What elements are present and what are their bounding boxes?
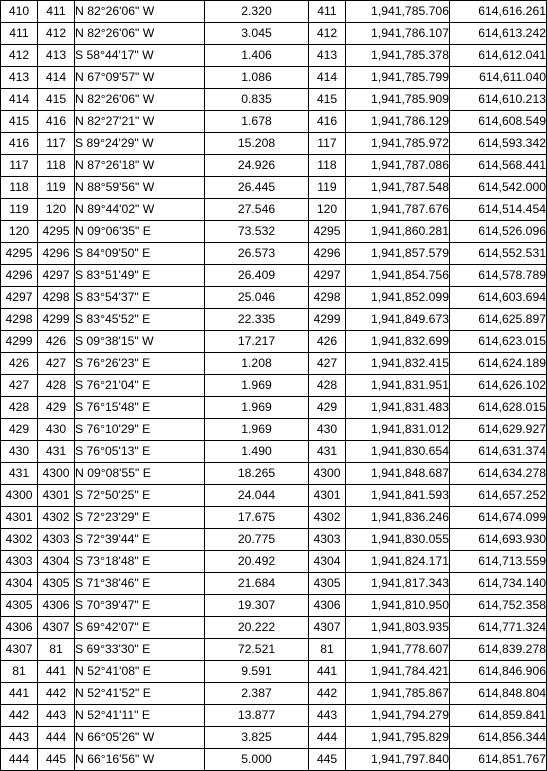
table-row (1, 507, 547, 529)
northing-cell: 1,941,830.654 (346, 441, 450, 463)
table-row (1, 441, 547, 463)
easting-cell: 614,568.441 (450, 155, 547, 177)
distance-cell: 24.044 (205, 485, 309, 507)
easting-cell: 614,628.015 (450, 397, 547, 419)
to-station-cell: 81 (38, 639, 75, 661)
to-station-cell: 414 (38, 67, 75, 89)
distance-cell: 1.969 (205, 397, 309, 419)
distance-cell: 1.678 (205, 111, 309, 133)
point-cell: 414 (309, 67, 346, 89)
distance-cell: 13.877 (205, 705, 309, 727)
northing-cell: 1,941,778.607 (346, 639, 450, 661)
table-row (1, 221, 547, 243)
point-cell: 411 (309, 1, 346, 23)
point-cell: 4300 (309, 463, 346, 485)
easting-cell: 614,612.041 (450, 45, 547, 67)
table-row (1, 177, 547, 199)
table-row (1, 1, 547, 23)
from-station-cell: 413 (1, 67, 38, 89)
from-station-cell: 416 (1, 133, 38, 155)
point-cell: 4307 (309, 617, 346, 639)
northing-cell: 1,941,786.129 (346, 111, 450, 133)
table-row (1, 573, 547, 595)
table-row (1, 727, 547, 749)
point-cell: 445 (309, 749, 346, 771)
from-station-cell: 120 (1, 221, 38, 243)
easting-cell: 614,526.096 (450, 221, 547, 243)
point-cell: 415 (309, 89, 346, 111)
northing-cell: 1,941,794.279 (346, 705, 450, 727)
table-row (1, 705, 547, 727)
from-station-cell: 4299 (1, 331, 38, 353)
from-station-cell: 4295 (1, 243, 38, 265)
easting-cell: 614,674.099 (450, 507, 547, 529)
to-station-cell: 416 (38, 111, 75, 133)
distance-cell: 18.265 (205, 463, 309, 485)
to-station-cell: 430 (38, 419, 75, 441)
point-cell: 412 (309, 23, 346, 45)
distance-cell: 24.926 (205, 155, 309, 177)
bearing-cell: S 76°15'48" E (75, 397, 205, 419)
table-row (1, 529, 547, 551)
to-station-cell: 411 (38, 1, 75, 23)
table-row (1, 463, 547, 485)
bearing-cell: S 84°09'50" E (75, 243, 205, 265)
table-row (1, 353, 547, 375)
table-row (1, 749, 547, 771)
bearing-cell: S 70°39'47" E (75, 595, 205, 617)
to-station-cell: 118 (38, 155, 75, 177)
bearing-cell: N 82°26'06" W (75, 23, 205, 45)
to-station-cell: 427 (38, 353, 75, 375)
from-station-cell: 4303 (1, 551, 38, 573)
from-station-cell: 444 (1, 749, 38, 771)
table-row (1, 199, 547, 221)
bearing-cell: N 52°41'52" E (75, 683, 205, 705)
easting-cell: 614,616.261 (450, 1, 547, 23)
to-station-cell: 117 (38, 133, 75, 155)
to-station-cell: 426 (38, 331, 75, 353)
point-cell: 118 (309, 155, 346, 177)
to-station-cell: 443 (38, 705, 75, 727)
to-station-cell: 412 (38, 23, 75, 45)
easting-cell: 614,611.040 (450, 67, 547, 89)
northing-cell: 1,941,831.483 (346, 397, 450, 419)
bearing-cell: S 69°33'30" E (75, 639, 205, 661)
from-station-cell: 4305 (1, 595, 38, 617)
distance-cell: 26.445 (205, 177, 309, 199)
from-station-cell: 4306 (1, 617, 38, 639)
distance-cell: 9.591 (205, 661, 309, 683)
point-cell: 4298 (309, 287, 346, 309)
easting-cell: 614,514.454 (450, 199, 547, 221)
from-station-cell: 4304 (1, 573, 38, 595)
from-station-cell: 4296 (1, 265, 38, 287)
to-station-cell: 431 (38, 441, 75, 463)
point-cell: 431 (309, 441, 346, 463)
bearing-cell: N 66°16'56" W (75, 749, 205, 771)
northing-cell: 1,941,824.171 (346, 551, 450, 573)
easting-cell: 614,578.789 (450, 265, 547, 287)
point-cell: 4303 (309, 529, 346, 551)
point-cell: 416 (309, 111, 346, 133)
to-station-cell: 120 (38, 199, 75, 221)
table-row (1, 595, 547, 617)
table-body (1, 1, 547, 771)
from-station-cell: 443 (1, 727, 38, 749)
distance-cell: 1.969 (205, 419, 309, 441)
distance-cell: 73.532 (205, 221, 309, 243)
northing-cell: 1,941,786.107 (346, 23, 450, 45)
distance-cell: 27.546 (205, 199, 309, 221)
from-station-cell: 428 (1, 397, 38, 419)
easting-cell: 614,634.278 (450, 463, 547, 485)
from-station-cell: 4301 (1, 507, 38, 529)
point-cell: 428 (309, 375, 346, 397)
northing-cell: 1,941,831.951 (346, 375, 450, 397)
from-station-cell: 427 (1, 375, 38, 397)
point-cell: 4304 (309, 551, 346, 573)
easting-cell: 614,771.324 (450, 617, 547, 639)
northing-cell: 1,941,784.421 (346, 661, 450, 683)
from-station-cell: 81 (1, 661, 38, 683)
table-row (1, 133, 547, 155)
from-station-cell: 431 (1, 463, 38, 485)
to-station-cell: 119 (38, 177, 75, 199)
distance-cell: 25.046 (205, 287, 309, 309)
northing-cell: 1,941,797.840 (346, 749, 450, 771)
from-station-cell: 411 (1, 23, 38, 45)
easting-cell: 614,848.804 (450, 683, 547, 705)
northing-cell: 1,941,785.378 (346, 45, 450, 67)
table-row (1, 23, 547, 45)
table-row (1, 661, 547, 683)
table-row (1, 485, 547, 507)
from-station-cell: 414 (1, 89, 38, 111)
to-station-cell: 4305 (38, 573, 75, 595)
northing-cell: 1,941,785.867 (346, 683, 450, 705)
from-station-cell: 429 (1, 419, 38, 441)
table-row (1, 419, 547, 441)
distance-cell: 3.045 (205, 23, 309, 45)
to-station-cell: 4307 (38, 617, 75, 639)
to-station-cell: 445 (38, 749, 75, 771)
easting-cell: 614,631.374 (450, 441, 547, 463)
bearing-cell: N 67°09'57" W (75, 67, 205, 89)
distance-cell: 22.335 (205, 309, 309, 331)
bearing-cell: S 76°21'04" E (75, 375, 205, 397)
easting-cell: 614,626.102 (450, 375, 547, 397)
bearing-cell: S 72°39'44" E (75, 529, 205, 551)
northing-cell: 1,941,854.756 (346, 265, 450, 287)
point-cell: 443 (309, 705, 346, 727)
distance-cell: 1.969 (205, 375, 309, 397)
distance-cell: 2.320 (205, 1, 309, 23)
from-station-cell: 4302 (1, 529, 38, 551)
to-station-cell: 4298 (38, 287, 75, 309)
northing-cell: 1,941,832.699 (346, 331, 450, 353)
table-row (1, 639, 547, 661)
easting-cell: 614,593.342 (450, 133, 547, 155)
bearing-cell: S 83°51'49" E (75, 265, 205, 287)
distance-cell: 17.675 (205, 507, 309, 529)
point-cell: 4297 (309, 265, 346, 287)
table-row (1, 45, 547, 67)
bearing-cell: S 58°44'17" W (75, 45, 205, 67)
northing-cell: 1,941,810.950 (346, 595, 450, 617)
point-cell: 444 (309, 727, 346, 749)
bearing-cell: N 82°26'06" W (75, 1, 205, 23)
bearing-cell: S 72°23'29" E (75, 507, 205, 529)
northing-cell: 1,941,803.935 (346, 617, 450, 639)
bearing-cell: S 89°24'29" W (75, 133, 205, 155)
point-cell: 81 (309, 639, 346, 661)
point-cell: 429 (309, 397, 346, 419)
distance-cell: 19.307 (205, 595, 309, 617)
easting-cell: 614,610.213 (450, 89, 547, 111)
bearing-cell: S 69°42'07" E (75, 617, 205, 639)
easting-cell: 614,846.906 (450, 661, 547, 683)
distance-cell: 3.825 (205, 727, 309, 749)
bearing-cell: S 76°26'23" E (75, 353, 205, 375)
from-station-cell: 4300 (1, 485, 38, 507)
bearing-cell: S 76°10'29" E (75, 419, 205, 441)
table-row (1, 551, 547, 573)
to-station-cell: 4301 (38, 485, 75, 507)
table-row (1, 683, 547, 705)
table-row (1, 67, 547, 89)
distance-cell: 1.490 (205, 441, 309, 463)
easting-cell: 614,552.531 (450, 243, 547, 265)
northing-cell: 1,941,785.799 (346, 67, 450, 89)
table-row (1, 89, 547, 111)
table-row (1, 243, 547, 265)
northing-cell: 1,941,860.281 (346, 221, 450, 243)
table-row (1, 375, 547, 397)
from-station-cell: 117 (1, 155, 38, 177)
point-cell: 4296 (309, 243, 346, 265)
table-row (1, 155, 547, 177)
from-station-cell: 426 (1, 353, 38, 375)
from-station-cell: 442 (1, 705, 38, 727)
easting-cell: 614,839.278 (450, 639, 547, 661)
bearing-cell: S 71°38'46" E (75, 573, 205, 595)
point-cell: 442 (309, 683, 346, 705)
bearing-cell: N 09°06'35" E (75, 221, 205, 243)
northing-cell: 1,941,787.676 (346, 199, 450, 221)
northing-cell: 1,941,787.548 (346, 177, 450, 199)
bearing-cell: N 82°27'21" W (75, 111, 205, 133)
bearing-cell: N 88°59'56" W (75, 177, 205, 199)
easting-cell: 614,603.694 (450, 287, 547, 309)
bearing-cell: N 87°26'18" W (75, 155, 205, 177)
table-row (1, 397, 547, 419)
distance-cell: 26.573 (205, 243, 309, 265)
from-station-cell: 412 (1, 45, 38, 67)
table-row (1, 265, 547, 287)
to-station-cell: 441 (38, 661, 75, 683)
northing-cell: 1,941,795.829 (346, 727, 450, 749)
from-station-cell: 119 (1, 199, 38, 221)
distance-cell: 1.208 (205, 353, 309, 375)
from-station-cell: 430 (1, 441, 38, 463)
distance-cell: 1.086 (205, 67, 309, 89)
northing-cell: 1,941,848.687 (346, 463, 450, 485)
distance-cell: 0.835 (205, 89, 309, 111)
distance-cell: 20.775 (205, 529, 309, 551)
northing-cell: 1,941,849.673 (346, 309, 450, 331)
easting-cell: 614,693.930 (450, 529, 547, 551)
distance-cell: 26.409 (205, 265, 309, 287)
northing-cell: 1,941,785.972 (346, 133, 450, 155)
table-row (1, 617, 547, 639)
distance-cell: 5.000 (205, 749, 309, 771)
easting-cell: 614,859.841 (450, 705, 547, 727)
point-cell: 430 (309, 419, 346, 441)
easting-cell: 614,608.549 (450, 111, 547, 133)
easting-cell: 614,625.897 (450, 309, 547, 331)
to-station-cell: 4297 (38, 265, 75, 287)
bearing-cell: N 66°05'26" W (75, 727, 205, 749)
northing-cell: 1,941,785.909 (346, 89, 450, 111)
northing-cell: 1,941,831.012 (346, 419, 450, 441)
to-station-cell: 4299 (38, 309, 75, 331)
easting-cell: 614,856.344 (450, 727, 547, 749)
northing-cell: 1,941,832.415 (346, 353, 450, 375)
easting-cell: 614,623.015 (450, 331, 547, 353)
bearing-cell: S 09°38'15" W (75, 331, 205, 353)
point-cell: 4295 (309, 221, 346, 243)
to-station-cell: 428 (38, 375, 75, 397)
point-cell: 4299 (309, 309, 346, 331)
to-station-cell: 4300 (38, 463, 75, 485)
from-station-cell: 415 (1, 111, 38, 133)
easting-cell: 614,542.000 (450, 177, 547, 199)
bearing-cell: N 82°26'06" W (75, 89, 205, 111)
northing-cell: 1,941,830.055 (346, 529, 450, 551)
easting-cell: 614,629.927 (450, 419, 547, 441)
from-station-cell: 4298 (1, 309, 38, 331)
to-station-cell: 429 (38, 397, 75, 419)
easting-cell: 614,713.559 (450, 551, 547, 573)
distance-cell: 72.521 (205, 639, 309, 661)
point-cell: 4305 (309, 573, 346, 595)
point-cell: 413 (309, 45, 346, 67)
point-cell: 119 (309, 177, 346, 199)
to-station-cell: 4302 (38, 507, 75, 529)
table-row (1, 309, 547, 331)
distance-cell: 1.406 (205, 45, 309, 67)
point-cell: 4306 (309, 595, 346, 617)
northing-cell: 1,941,787.086 (346, 155, 450, 177)
bearing-cell: N 09°08'55" E (75, 463, 205, 485)
bearing-cell: S 76°05'13" E (75, 441, 205, 463)
bearing-cell: N 52°41'08" E (75, 661, 205, 683)
northing-cell: 1,941,857.579 (346, 243, 450, 265)
from-station-cell: 441 (1, 683, 38, 705)
distance-cell: 21.684 (205, 573, 309, 595)
northing-cell: 1,941,852.099 (346, 287, 450, 309)
to-station-cell: 4296 (38, 243, 75, 265)
distance-cell: 20.222 (205, 617, 309, 639)
point-cell: 441 (309, 661, 346, 683)
bearing-cell: S 83°45'52" E (75, 309, 205, 331)
table-row (1, 331, 547, 353)
easting-cell: 614,624.189 (450, 353, 547, 375)
to-station-cell: 4295 (38, 221, 75, 243)
point-cell: 117 (309, 133, 346, 155)
to-station-cell: 442 (38, 683, 75, 705)
easting-cell: 614,851.767 (450, 749, 547, 771)
northing-cell: 1,941,836.246 (346, 507, 450, 529)
northing-cell: 1,941,785.706 (346, 1, 450, 23)
point-cell: 427 (309, 353, 346, 375)
bearing-cell: N 89°44'02" W (75, 199, 205, 221)
distance-cell: 15.208 (205, 133, 309, 155)
point-cell: 120 (309, 199, 346, 221)
table-row (1, 287, 547, 309)
bearing-cell: S 72°50'25" E (75, 485, 205, 507)
point-cell: 426 (309, 331, 346, 353)
distance-cell: 17.217 (205, 331, 309, 353)
easting-cell: 614,734.140 (450, 573, 547, 595)
from-station-cell: 4307 (1, 639, 38, 661)
from-station-cell: 118 (1, 177, 38, 199)
to-station-cell: 415 (38, 89, 75, 111)
northing-cell: 1,941,817.343 (346, 573, 450, 595)
to-station-cell: 413 (38, 45, 75, 67)
to-station-cell: 4304 (38, 551, 75, 573)
bearing-cell: S 73°18'48" E (75, 551, 205, 573)
easting-cell: 614,613.242 (450, 23, 547, 45)
distance-cell: 2.387 (205, 683, 309, 705)
northing-cell: 1,941,841.593 (346, 485, 450, 507)
to-station-cell: 4303 (38, 529, 75, 551)
from-station-cell: 410 (1, 1, 38, 23)
to-station-cell: 4306 (38, 595, 75, 617)
easting-cell: 614,752.358 (450, 595, 547, 617)
bearing-cell: S 83°54'37" E (75, 287, 205, 309)
distance-cell: 20.492 (205, 551, 309, 573)
from-station-cell: 4297 (1, 287, 38, 309)
bearing-cell: N 52°41'11" E (75, 705, 205, 727)
easting-cell: 614,657.252 (450, 485, 547, 507)
to-station-cell: 444 (38, 727, 75, 749)
table-row (1, 111, 547, 133)
point-cell: 4301 (309, 485, 346, 507)
point-cell: 4302 (309, 507, 346, 529)
